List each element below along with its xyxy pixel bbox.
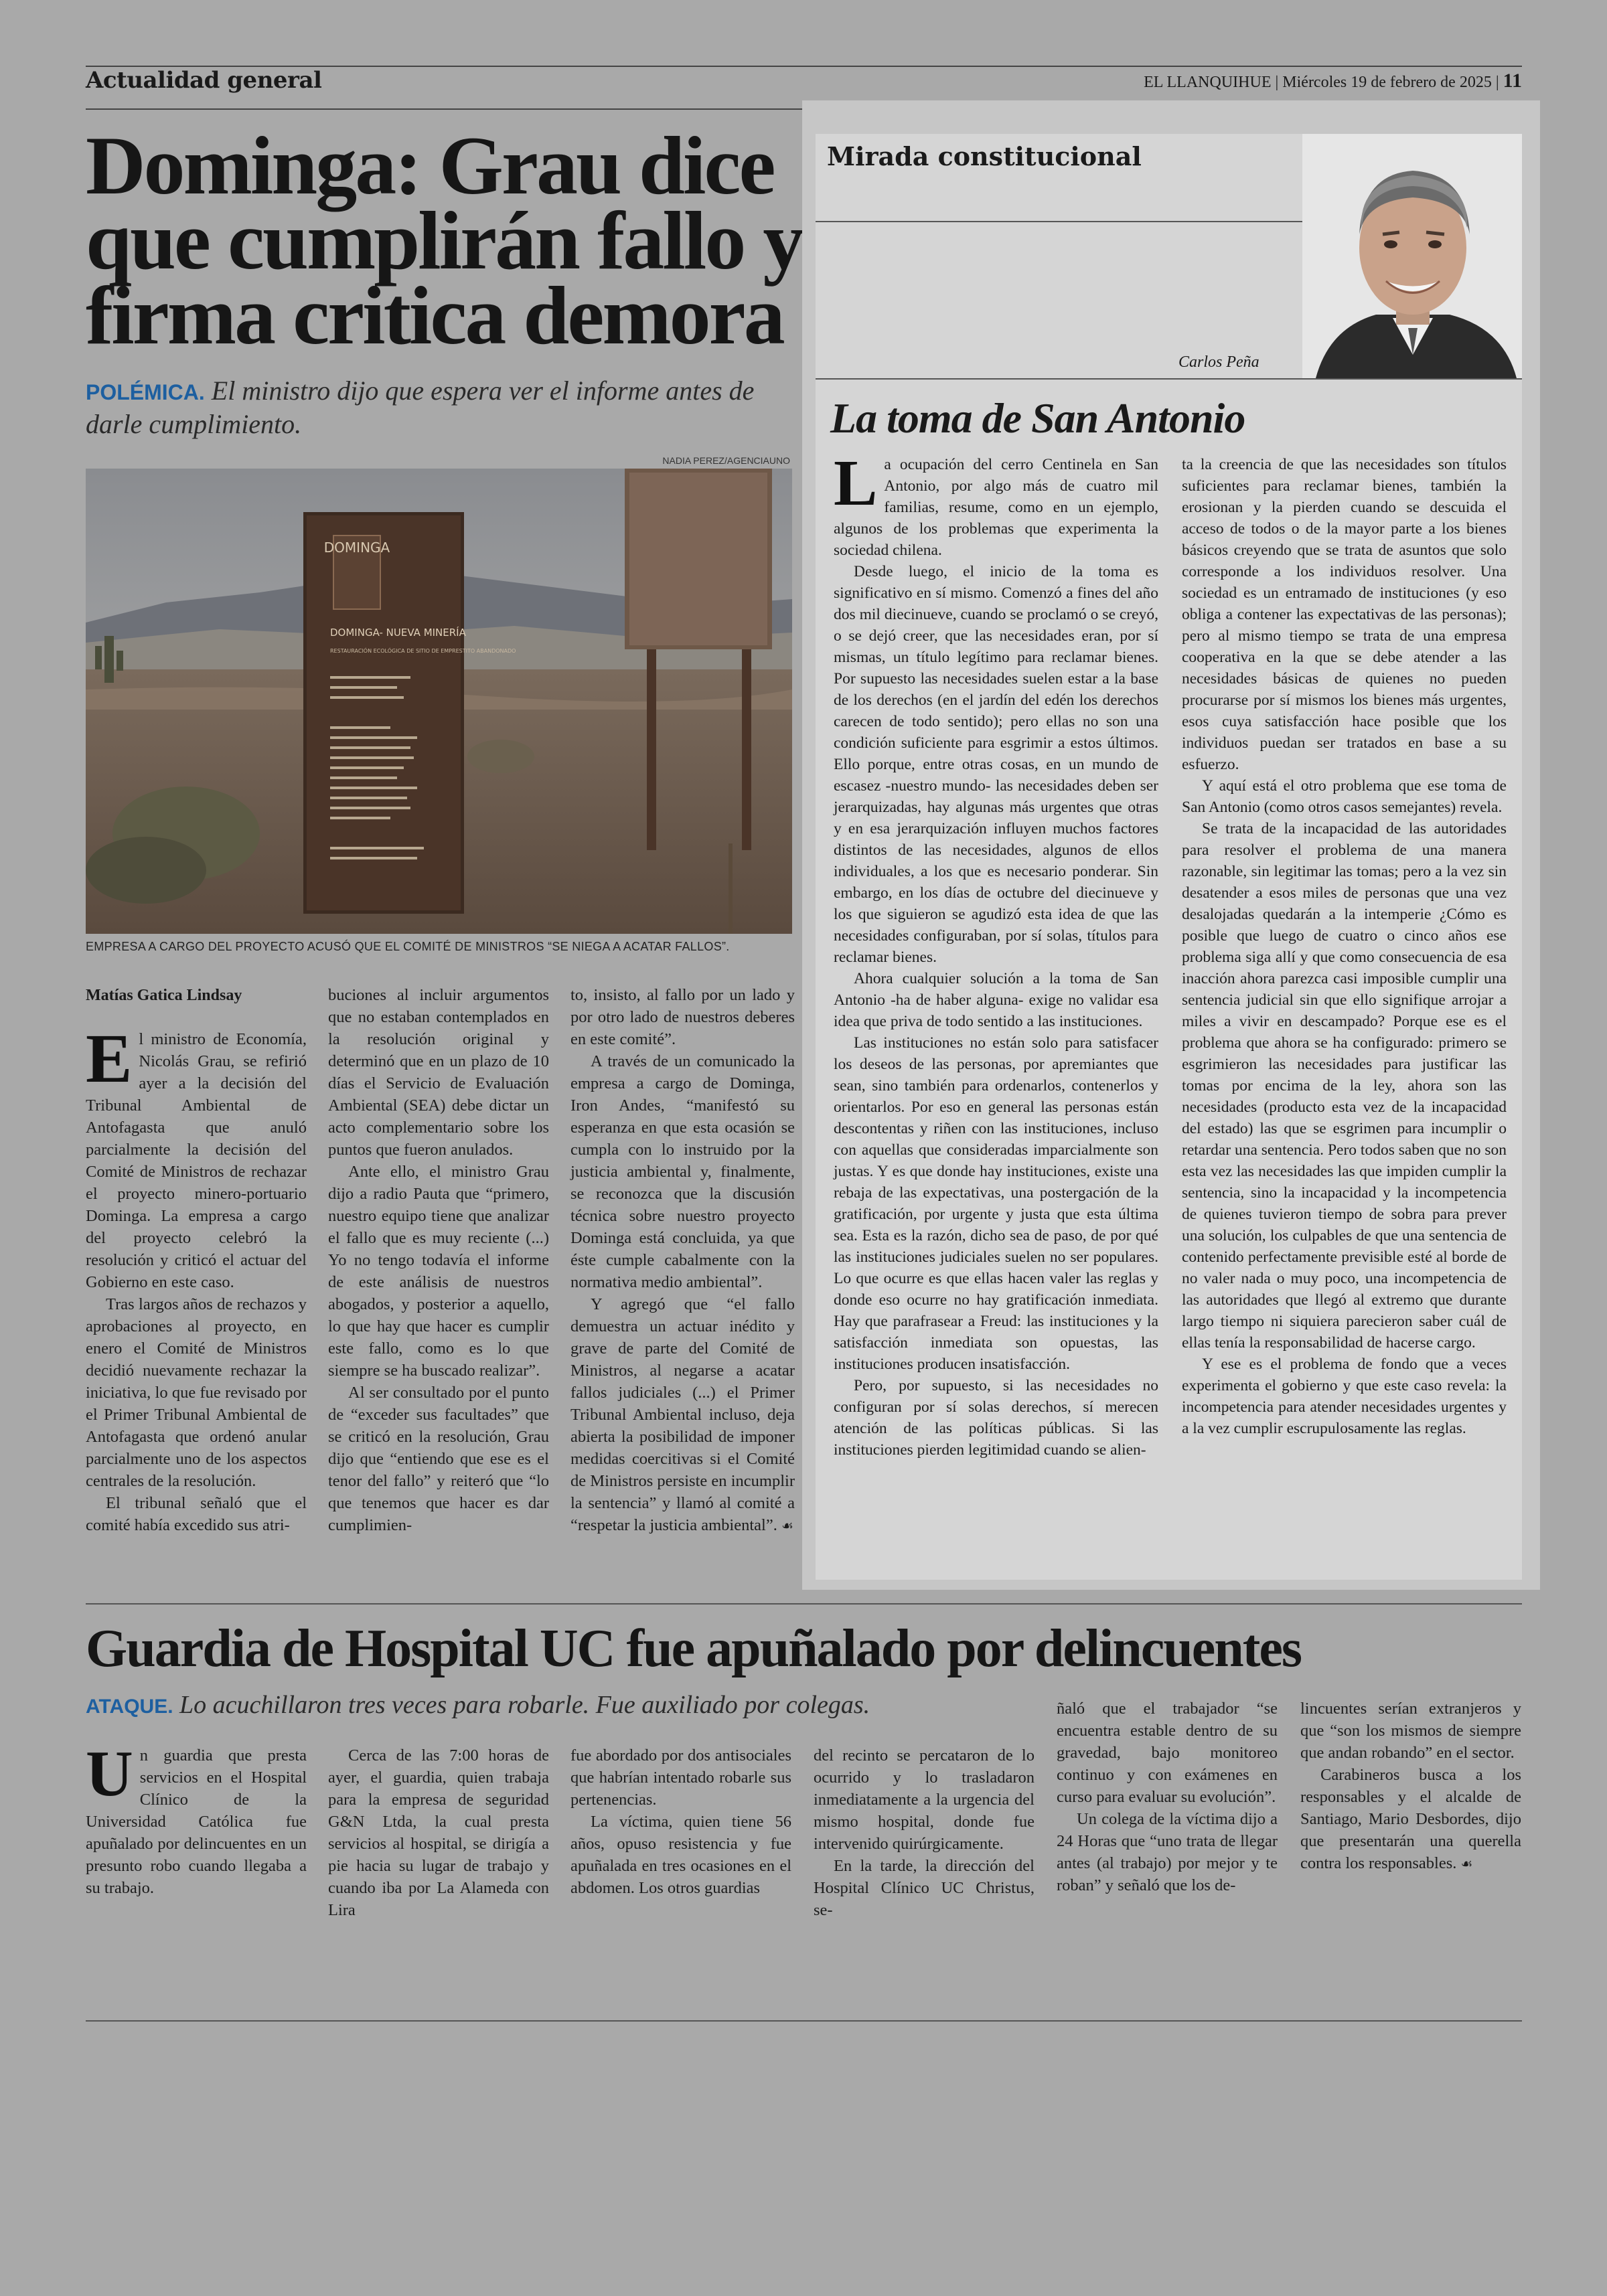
page-folio	[1004, 70, 1522, 92]
sign-subtitle: RESTAURACIÓN ECOLÓGICA DE SITIO DE EMPRESTITO ABANDONADO	[330, 648, 516, 654]
paragraph: del recinto se percataron de lo ocurrido y lo trasladaron inmediatamente a la urgencia del mismo hospital, donde fue intervenido quirúrgicamente.	[814, 1746, 1035, 1853]
paragraph: Al ser consultado por el punto de “exceder sus facultades” que se criticó en la resolución, Grau dijo que “entiendo que ese es el tenor del fallo” y reiteró que “lo que tenemos que hacer es dar cumplimien-	[328, 1384, 549, 1534]
main-kicker-text: El ministro dijo que espera ver el informe antes de darle cumplimiento.	[86, 376, 755, 439]
paragraph: Se trata de la incapacidad de las autoridades para resolver el problema de una manera razonable, sin legitimar las tomas; pero a la vez sin desatender a esos miles de personas que una vez desalojadas quedarán a la intemperie ¿Cómo es posible que luego de cuatro o cinco años ese problema siga allí y que como consecuencia de esa inacción ahora parezca casi imposible cumplir una sentencia judicial sin que ello signifique arrojar a miles a vivir en descampado? Porque ese es el problema que ahora se ha configurado: primero se esgrimieron las necesidades para justificar las tomas por encima de la ley, ahora son las necesidades (producto esta vez de la incapacidad del estado) las que se esgrimen para incumplir o retardar una sentencia. Pero todos saben que no son esta vez las necesidades las que impiden cumplir la sentencia, sino la incapacidad y la incompetencia de quienes tuvieron tiempo de sobra para prever una solución, los culpables de que una sentencia de contenido perfectamente previsible esté al borde de no valer nada o muy poco, una incompetencia de las autoridades que llegó al extremo que durante largo tiempo ni siquiera parecieron saber cuál de ellas tenía la responsabilidad de hacerse cargo.	[1182, 820, 1507, 1351]
section-label: Actualidad general	[86, 67, 322, 94]
paragraph: ta la creencia de que las necesidades son títulos suficientes para reclamar bienes, también la erosionan y la pierden cuando se descuida el acceso de todos o de la mayor parte a los bienes básicos creyendo que se trata de asuntos que solo corresponde a los individuos resolver. Una sociedad es un entramado de instituciones (y eso obliga a contener las expectativas de las personas); pero al mismo tiempo se trata de una empresa cooperativa en la que se debe atender a las necesidades básicas de quienes no pueden procurarse por sí mismos los bienes más urgentes, esos cuya satisfacción hace posible que los individuos puedan ser tratados en base a su esfuerzo.	[1182, 456, 1507, 773]
main-kicker	[86, 375, 802, 440]
second-column-3	[570, 1744, 791, 1899]
main-column-3	[570, 984, 795, 1537]
byline: Matías Gatica Lindsay	[86, 987, 242, 1004]
paragraph: El ministro de Economía, Nicolás Grau, se refirió ayer a la decisión del Tribunal Ambiental de Antofagasta que anuló parcialmente la decisión del Comité de Ministros de rechazar el proyecto minero-portuario Dominga. La empresa a cargo del proyecto celebró la resolución y criticó el actuar del Gobierno en este caso.	[86, 1020, 307, 1291]
opinion-section-label: Mirada constitucional	[827, 141, 1142, 171]
opinion-title: La toma de San Antonio	[830, 394, 1245, 442]
paragraph: Y agregó que “el fallo demuestra un actuar inédito y grave de parte del Comité de Ministros, al negarse a acatar fallos judiciales (...) el Primer Tribunal Ambiental incluso, deja abierta la posibilidad de imponer medidas coercitivas si el Comité de Ministros persiste en incumplir la sentencia” y llamó al comité a “respetar la justicia ambiental”. ☙	[570, 1295, 795, 1534]
main-column-2	[328, 984, 549, 1536]
second-kicker-text: Lo acuchillaron tres veces para robarle. Fue auxiliado por colegas.	[179, 1691, 870, 1719]
folio-text: EL LLANQUIHUE | Miércoles 19 de febrero de 2025 |	[1144, 74, 1499, 91]
paragraph: Ante ello, el ministro Grau dijo a radio Pauta que “primero, nuestro equipo tiene que analizar el fallo que es muy reciente (...) Yo no tengo todavía el informe de este análisis de nuestros abogados, y posterior a aquello, lo que hay que hacer es cumplir este fallo, como es lo que siempre se ha buscado realizar”.	[328, 1163, 549, 1380]
paragraph: A través de un comunicado la empresa a cargo de Dominga, Iron Andes, “manifestó su esperanza en que esta ocasión se cumpla con lo instruido por la justicia ambiental y, finalmente, se reconozca que la discusión técnica sobre nuestro proyecto Dominga está concluida, ya que éste cumple cabalmente con la normativa medio ambiental”.	[570, 1052, 795, 1291]
paragraph: Un colega de la víctima dijo a 24 Horas que “uno trata de llegar antes (al trabajo) por mejor y te roban” y señaló que los de-	[1057, 1810, 1278, 1894]
second-column-1	[86, 1738, 307, 1899]
paragraph: La víctima, quien tiene 56 años, opuso resistencia y fue apuñalada en tres ocasiones en el abdomen. Los otros guardias	[570, 1813, 791, 1897]
paragraph: Carabineros busca a los responsables y el alcalde de Santiago, Mario Desbordes, dijo que presentarán una querella contra los responsables. ☙	[1300, 1766, 1521, 1872]
paragraph: Y aquí está el otro problema que ese toma de San Antonio (como otros casos semejantes) revela.	[1182, 777, 1507, 816]
main-headline: Dominga: Grau dice que cumplirán fallo y firma critica demora	[86, 120, 803, 361]
paragraph: Cerca de las 7:00 horas de ayer, el guardia, quien trabaja para la empresa de seguridad G&N Ltda, la cual presta servicios al hospital, se dirigía a pie hacia su lugar de trabajo y cuando iba por La Alameda con Lira	[328, 1746, 549, 1919]
main-kicker-tag: POLÉMICA.	[86, 380, 205, 404]
desert-landscape-image	[86, 469, 792, 934]
paragraph: buciones al incluir argumentos que no estaban contemplados en la resolución original y determinó que en un plazo de 10 días el Servicio de Evaluación Ambiental (SEA) debe dictar un acto complementario sobre los puntos que fueron anulados.	[328, 986, 549, 1159]
second-column-4	[814, 1744, 1035, 1921]
end-mark-icon: ☙	[1460, 1856, 1473, 1872]
main-column-1	[86, 1020, 307, 1536]
paragraph: En la tarde, la dirección del Hospital Clínico UC Christus, se-	[814, 1857, 1035, 1919]
opinion-divider	[816, 378, 1522, 380]
author-photo-image	[1302, 134, 1522, 378]
paragraph: lincuentes serían extranjeros y que “son los mismos de siempre que andan robando” en el sector.	[1300, 1700, 1521, 1762]
photo-caption: EMPRESA A CARGO DEL PROYECTO ACUSÓ QUE EL COMITÉ DE MINISTROS “SE NIEGA A ACATAR FALLOS”.	[86, 940, 730, 953]
paragraph: ñaló que el trabajador “se encuentra estable dentro de su gravedad, bajo monitoreo continuo y con exámenes en curso para evaluar su evolución”.	[1057, 1700, 1278, 1806]
paragraph: Ahora cualquier solución a la toma de San Antonio -ha de haber alguna- exige no validar esa idea que priva de todo sentido a las instituciones.	[834, 970, 1158, 1030]
sign-title: DOMINGA- NUEVA MINERÍA	[330, 627, 466, 639]
end-mark-icon: ☙	[781, 1518, 793, 1534]
dropcap: U	[86, 1738, 133, 1810]
paragraph: Y ese es el problema de fondo que a veces experimenta el gobierno y que este caso revela: la incompetencia para atender necesidades urgentes y a la vez cumplir escrupulosamente las reglas.	[1182, 1356, 1507, 1437]
second-column-6	[1300, 1698, 1521, 1875]
opinion-column-2	[1182, 454, 1507, 1439]
paragraph: El tribunal señaló que el comité había excedido sus atri-	[86, 1494, 307, 1534]
bottom-rule	[86, 2020, 1522, 2022]
paragraph: to, insisto, al fallo por un lado y por otro lado de nuestros deberes en este comité”.	[570, 986, 795, 1048]
second-column-2	[328, 1744, 549, 1921]
opinion-author: Carlos Peña	[1178, 353, 1259, 371]
opinion-divider	[816, 221, 1302, 222]
paragraph: Desde luego, el inicio de la toma es significativo en sí mismo. Comenzó a fines del año dos mil diecinueve, cuando se proclamó o se creyó, o se dejó creer, que las necesidades eran, por sí mismas, un título legítimo para reclamar bienes. Por supuesto las necesidades suelen estar a la base de los derechos (en el jardín del edén los derechos carecen de todo sentido); pero ellas no son una condición suficiente para esgrimir a estos últimos. Ello porque, entre otras cosas, en un mundo de escasez -nuestro mundo- las necesidades deben ser jerarquizadas, hay algunas más urgentes que otras y en esa jerarquización influyen muchos factores distintos de las necesidades, algunos de ellos individuales, a los que es necesario ponderar. Sin embargo, en los días de octubre del diecinueve y los que siguieron se agudizó esta idea de que las necesidades configuraban, por sí solas, títulos para reclamar bienes.	[834, 563, 1158, 966]
dropcap: L	[834, 447, 878, 519]
dropcap: E	[86, 1020, 133, 1097]
author-portrait	[1302, 134, 1522, 378]
paragraph: Un guardia que presta servicios en el Hospital Clínico de la Universidad Católica fue apuñalado por delincuentes en un presunto robo cuando llegaba a su trabajo.	[86, 1738, 307, 1897]
story-divider	[86, 1603, 1522, 1605]
sign-brand: DOMINGA	[323, 540, 390, 556]
paragraph: fue abordado por dos antisociales que habrían intentado robarle sus pertenencias.	[570, 1746, 791, 1809]
second-kicker-tag: ATAQUE.	[86, 1696, 173, 1718]
main-photo	[86, 469, 792, 934]
second-headline: Guardia de Hospital UC fue apuñalado por delincuentes	[86, 1619, 1302, 1678]
page-number: 11	[1503, 70, 1522, 92]
paragraph: Pero, por supuesto, si las necesidades no configuran por sí solas derechos, sí merecen atención de las políticas públicas. Si las instituciones pierden legitimidad cuando se alien-	[834, 1377, 1158, 1459]
paragraph: Las instituciones no están solo para satisfacer los deseos de las personas, por apremiantes que sean, sino también para ordenarlos, contenerlos y orientarlos. Por eso en general las personas están descontentas y riñen con las instituciones, incluso con aquellas que consideradas imparcialmente son justas. Y es que donde hay instituciones, existe una rebaja de las expectativas, una postergación de la gratificación, por urgente y justa que esta última sea. Esta es la razón, dicho sea de paso, de por qué las instituciones judiciales suelen no ser populares. Lo que ocurre es que ellas hacen valer las reglas y donde eso ocurre no hay gratificación inmediata. Hay que parafrasear a Freud: las instituciones y la satisfacción inmediata son opuestas, las instituciones producen insatisfacción.	[834, 1034, 1158, 1373]
second-column-5	[1057, 1698, 1278, 1896]
second-kicker	[86, 1690, 1090, 1720]
paragraph: La ocupación del cerro Centinela en San Antonio, por algo más de cuatro mil familias, resume, como en un ejemplo, algunos de los problemas que experimenta la sociedad chilena.	[834, 447, 1158, 559]
paragraph: Tras largos años de rechazos y aprobaciones al proyecto, en enero el Comité de Ministros decidió nuevamente rechazar la iniciativa, lo que fue revisado por el Primer Tribunal Ambiental de Antofagasta que ordenó anular parcialmente uno de los aspectos centrales de la resolución.	[86, 1295, 307, 1490]
photo-credit: NADIA PEREZ/AGENCIAUNO	[662, 455, 790, 466]
opinion-column-1	[834, 447, 1158, 1461]
